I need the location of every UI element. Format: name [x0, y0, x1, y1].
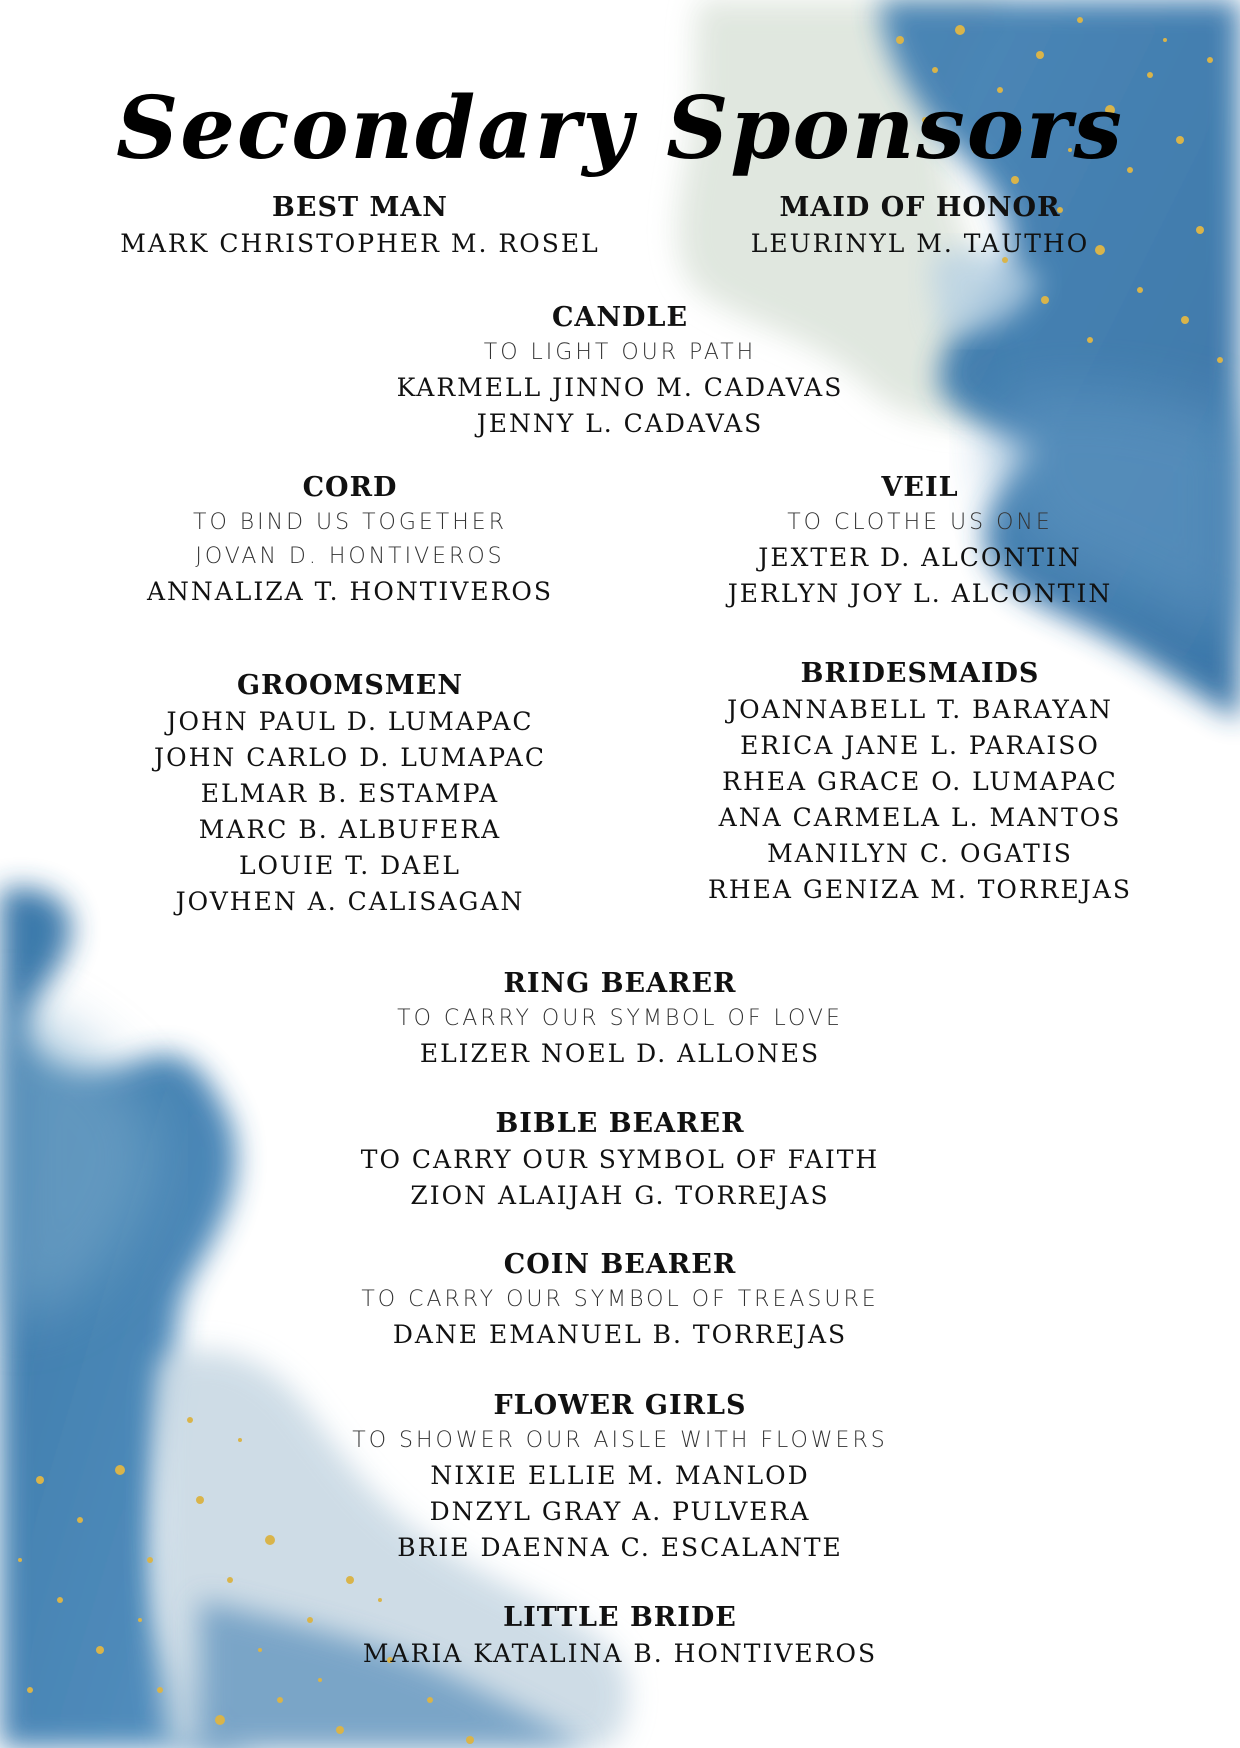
maid-of-honor-section — [660, 190, 1180, 262]
bridesmaid-name: JOANNABELL T. BARAYAN — [727, 695, 1113, 724]
cord-heading: CORD — [302, 472, 398, 503]
maid-of-honor-name: LEURINYL M. TAUTHO — [750, 229, 1090, 258]
best-man-name: MARK CHRISTOPHER M. ROSEL — [120, 229, 600, 258]
bible-bearer-name: ZION ALAIJAH G. TORREJAS — [410, 1181, 830, 1210]
groomsman-name: JOVHEN A. CALISAGAN — [175, 887, 525, 916]
groomsman-name: LOUIE T. DAEL — [238, 851, 462, 880]
cord-subtitle: TO BIND US TOGETHER — [193, 510, 507, 535]
veil-name-1: JEXTER D. ALCONTIN — [758, 543, 1082, 572]
candle-subtitle: TO LIGHT OUR PATH — [483, 340, 757, 365]
coin-bearer-name: DANE EMANUEL B. TORREJAS — [392, 1320, 848, 1349]
bible-bearer-subtitle: TO CARRY OUR SYMBOL OF FAITH — [360, 1145, 880, 1174]
cord-name-1: JOVAN D. HONTIVEROS — [195, 544, 505, 569]
flower-girl-name: NIXIE ELLIE M. MANLOD — [430, 1461, 810, 1490]
groomsman-name: ELMAR B. ESTAMPA — [200, 779, 500, 808]
groomsmen-heading: GROOMSMEN — [236, 670, 464, 701]
flower-girls-subtitle: TO SHOWER OUR AISLE WITH FLOWERS — [352, 1428, 888, 1453]
flower-girls-heading: FLOWER GIRLS — [493, 1390, 747, 1421]
groomsman-name: MARC B. ALBUFERA — [198, 815, 502, 844]
flower-girl-name: BRIE DAENNA C. ESCALANTE — [397, 1533, 843, 1562]
bridesmaid-name: MANILYN C. OGATIS — [767, 839, 1073, 868]
bridesmaids-heading: BRIDESMAIDS — [800, 658, 1040, 689]
cord-name-2: ANNALIZA T. HONTIVEROS — [146, 577, 554, 606]
best-man-section — [80, 190, 640, 262]
veil-subtitle: TO CLOTHE US ONE — [787, 510, 1053, 535]
candle-section — [270, 300, 970, 442]
best-man-heading: BEST MAN — [272, 192, 448, 223]
flower-girl-name: DNZYL GRAY A. PULVERA — [429, 1497, 811, 1526]
ring-bearer-subtitle: TO CARRY OUR SYMBOL OF LOVE — [397, 1006, 843, 1031]
ring-bearer-heading: RING BEARER — [503, 968, 737, 999]
bridesmaid-name: ANA CARMELA L. MANTOS — [718, 803, 1122, 832]
bridesmaid-name: ERICA JANE L. PARAISO — [740, 731, 1100, 760]
coin-bearer-heading: COIN BEARER — [503, 1249, 737, 1280]
little-bride-name: MARIA KATALINA B. HONTIVEROS — [362, 1639, 878, 1668]
ring-bearer-name: ELIZER NOEL D. ALLONES — [419, 1039, 821, 1068]
bridesmaid-name: RHEA GRACE O. LUMAPAC — [722, 767, 1118, 796]
candle-heading: CANDLE — [551, 302, 689, 333]
bible-bearer-heading: BIBLE BEARER — [495, 1108, 745, 1139]
coin-bearer-subtitle: TO CARRY OUR SYMBOL OF TREASURE — [361, 1287, 879, 1312]
flower-girls-section — [220, 1388, 1020, 1566]
cord-section — [80, 470, 620, 610]
candle-name-2: JENNY L. CADAVAS — [476, 409, 764, 438]
veil-section — [660, 470, 1180, 612]
veil-name-2: JERLYN JOY L. ALCONTIN — [727, 579, 1113, 608]
coin-bearer-section — [220, 1247, 1020, 1353]
page-title: Secondary Sponsors — [116, 78, 1124, 179]
little-bride-section — [220, 1600, 1020, 1672]
little-bride-heading: LITTLE BRIDE — [503, 1602, 737, 1633]
maid-of-honor-heading: MAID OF HONOR — [779, 192, 1061, 223]
bridesmaids-section — [660, 656, 1180, 908]
groomsman-name: JOHN PAUL D. LUMAPAC — [166, 707, 534, 736]
groomsmen-section — [80, 668, 620, 920]
veil-heading: VEIL — [881, 472, 959, 503]
groomsman-name: JOHN CARLO D. LUMAPAC — [154, 743, 546, 772]
candle-name-1: KARMELL JINNO M. CADAVAS — [396, 373, 844, 402]
bible-bearer-section — [220, 1106, 1020, 1214]
bridesmaid-name: RHEA GENIZA M. TORREJAS — [708, 875, 1132, 904]
ring-bearer-section — [220, 966, 1020, 1072]
